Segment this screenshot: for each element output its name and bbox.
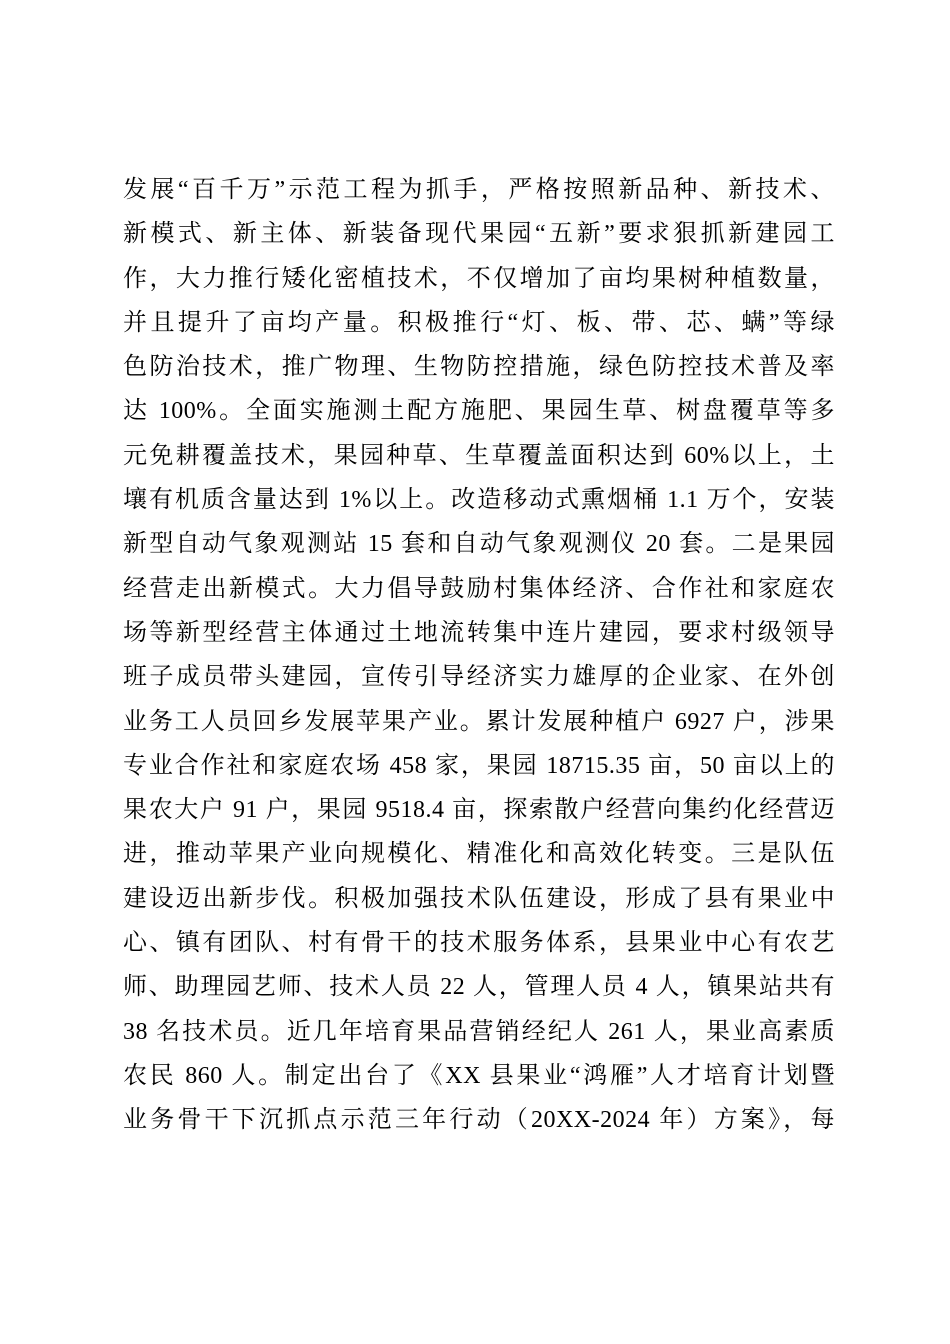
body-text-paragraph — [123, 168, 835, 1143]
text-line: 专业合作社和家庭农场 458 家，果园 18715.35 亩，50 亩以上的 — [123, 752, 835, 779]
text-line: 场等新型经营主体通过土地流转集中连片建园，要求村级领导 — [123, 619, 835, 646]
text-line: 元免耕覆盖技术，果园种草、生草覆盖面积达到 60%以上，土 — [123, 442, 835, 469]
text-line: 38 名技术员。近几年培育果品营销经纪人 261 人，果业高素质 — [123, 1018, 835, 1045]
text-line: 农民 860 人。制定出台了《XX 县果业“鸿雁”人才培育计划暨 — [123, 1062, 835, 1089]
text-line: 新模式、新主体、新装备现代果园“五新”要求狠抓新建园工 — [123, 221, 835, 248]
text-line: 进，推动苹果产业向规模化、精准化和高效化转变。三是队伍 — [123, 841, 835, 868]
text-line: 壤有机质含量达到 1%以上。改造移动式熏烟桶 1.1 万个，安装 — [123, 487, 835, 514]
text-line: 并且提升了亩均产量。积极推行“灯、板、带、芯、螨”等绿 — [123, 309, 835, 336]
text-line: 作，大力推行矮化密植技术，不仅增加了亩均果树种植数量， — [123, 265, 835, 292]
text-line: 新型自动气象观测站 15 套和自动气象观测仪 20 套。二是果园 — [123, 531, 835, 558]
text-line: 建设迈出新步伐。积极加强技术队伍建设，形成了县有果业中 — [123, 885, 835, 912]
text-line: 果农大户 91 户，果园 9518.4 亩，探索散户经营向集约化经营迈 — [123, 797, 835, 824]
text-line: 经营走出新模式。大力倡导鼓励村集体经济、合作社和家庭农 — [123, 575, 835, 602]
text-line: 发展“百千万”示范工程为抓手，严格按照新品种、新技术、 — [123, 177, 835, 203]
text-line: 色防治技术，推广物理、生物防控措施，绿色防控技术普及率 — [123, 354, 835, 381]
text-line: 师、助理园艺师、技术人员 22 人，管理人员 4 人，镇果站共有 — [123, 974, 835, 1001]
text-line: 业务工人员回乡发展苹果产业。累计发展种植户 6927 户，涉果 — [123, 708, 835, 735]
text-line: 心、镇有团队、村有骨干的技术服务体系，县果业中心有农艺 — [123, 930, 835, 957]
text-line: 达 100%。全面实施测土配方施肥、果园生草、树盘覆草等多 — [123, 398, 835, 425]
text-line: 班子成员带头建园，宣传引导经济实力雄厚的企业家、在外创 — [123, 664, 835, 691]
text-line: 业务骨干下沉抓点示范三年行动（20XX-2024 年）方案》，每 — [123, 1107, 835, 1134]
